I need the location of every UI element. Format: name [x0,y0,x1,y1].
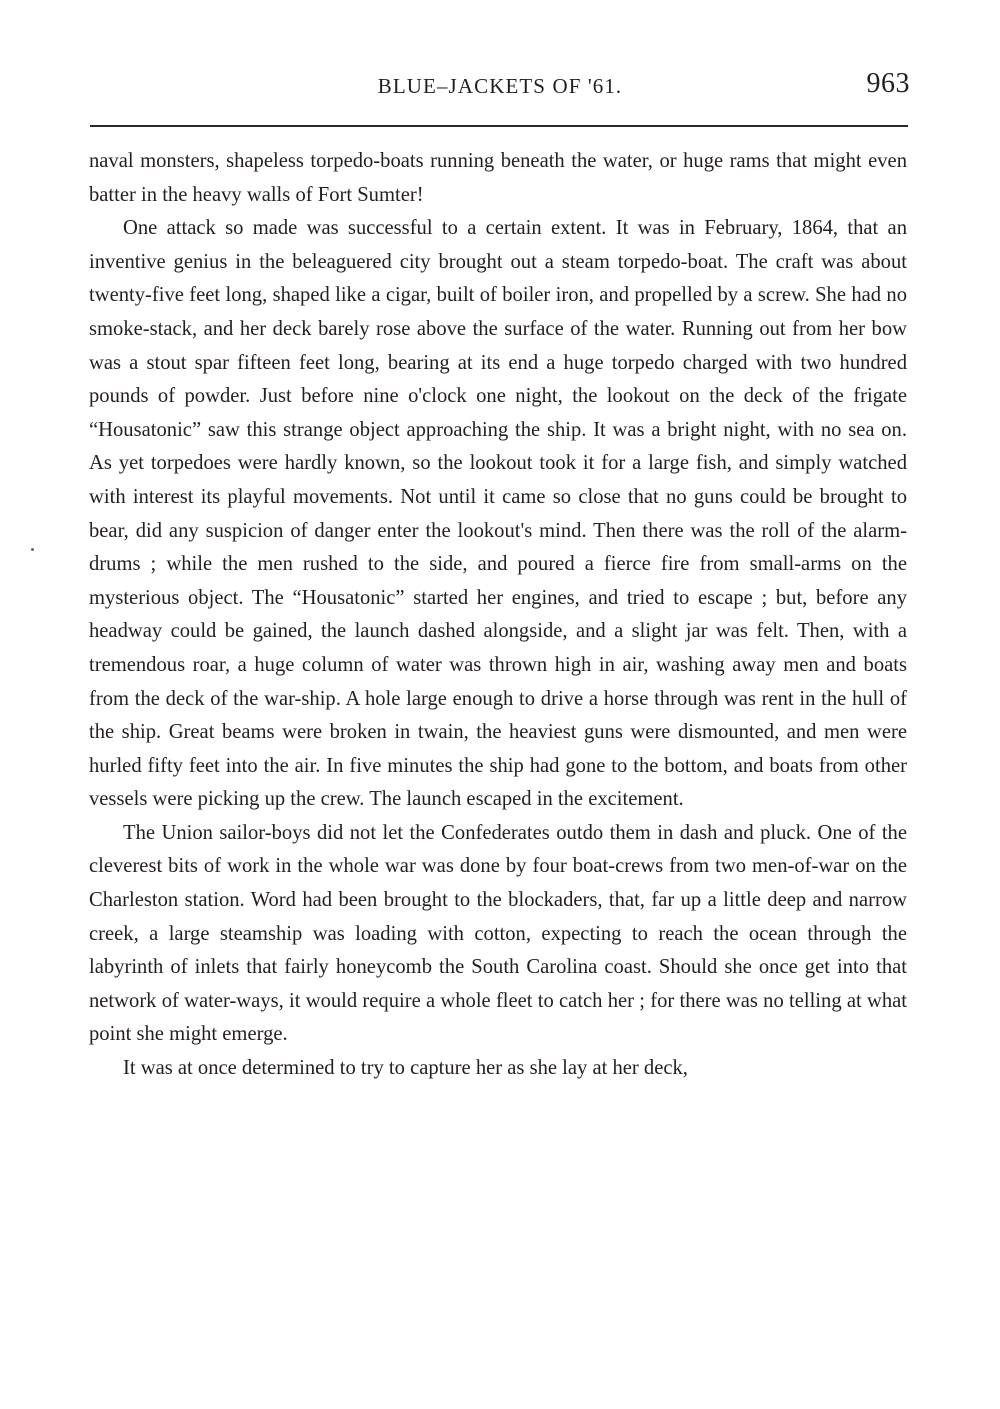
paragraph: One attack so made was successful to a certain extent. It was in February, 1864, that an inventive genius in the beleaguered city brought out a steam torpedo-boat. The craft was about twenty-five feet long, shaped like a cigar, built of boiler iron, and propelled by a screw. She had no smoke-stack, and her deck barely rose above the surface of the water. Running out from her bow was a stout spar fifteen feet long, bearing at its end a huge torpedo charged with two hundred pounds of powder. Just before nine o'clock one night, the lookout on the deck of the frigate “Housatonic” saw this strange object approaching the ship. It was a bright night, with no sea on. As yet torpedoes were hardly known, so the lookout took it for a large fish, and simply watched with interest its playful movements. Not until it came so close that no guns could be brought to bear, did any suspicion of danger enter the lookout's mind. Then there was the roll of the alarm-drums ; while the men rushed to the side, and poured a fierce fire from small-arms on the mysterious object. The “Housatonic” started her engines, and tried to escape ; but, before any headway could be gained, the launch dashed alongside, and a slight jar was felt. Then, with a tremendous roar, a huge column of water was thrown high in air, washing away men and boats from the deck of the war-ship. A hole large enough to drive a horse through was rent in the hull of the ship. Great beams were broken in twain, the heaviest guns were dismounted, and men were hurled fifty feet into the air. In five minutes the ship had gone to the bottom, and boats from other vessels were picking up the crew. The launch escaped in the excitement. [89,217,907,811]
header-rule [90,125,908,127]
page-number: 963 [866,68,910,99]
body-text [89,145,907,1086]
paragraph: naval monsters, shapeless torpedo-boats running beneath the water, or huge rams that might even batter in the heavy walls of Fort Sumter! [89,150,907,206]
paragraph: The Union sailor-boys did not let the Confederates outdo them in dash and pluck. One of the cleverest bits of work in the whole war was done by four boat-crews from two men-of-war on the Charleston station. Word had been brought to the blockaders, that, far up a little deep and narrow creek, a large steamship was loading with cotton, expecting to reach the ocean through the labyrinth of inlets that fairly honeycomb the South Carolina coast. Should she once get into that network of water-ways, it would require a whole fleet to catch her ; for there was no telling at what point she might emerge. [89,821,907,1046]
paragraph: It was at once determined to try to capture her as she lay at her deck, [123,1057,688,1080]
page-speck [31,548,34,551]
page-header [90,68,910,108]
running-title: BLUE–JACKETS OF '61. [377,74,623,98]
